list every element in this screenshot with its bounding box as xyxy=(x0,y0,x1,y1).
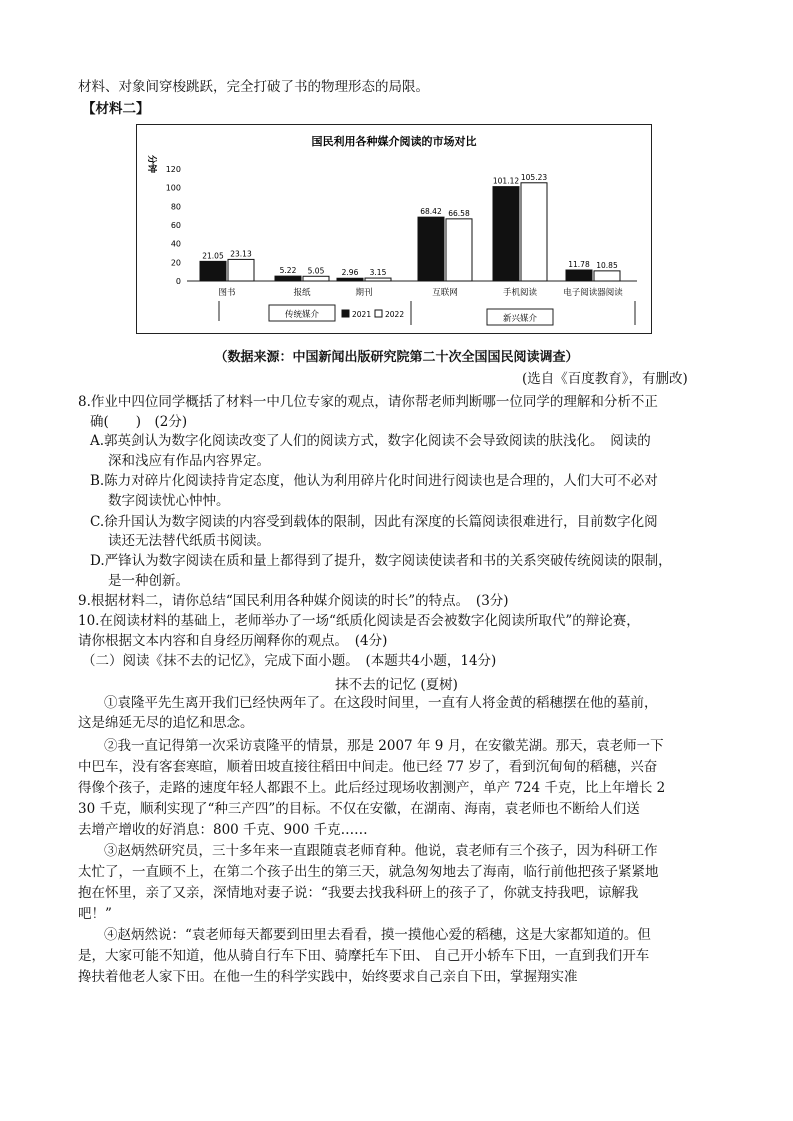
y-tick-label: 100 xyxy=(165,183,181,193)
para4-line-1: ④赵炳然说：“袁老师每天都要到田里去看看，摸一摸他心爱的稻穗，这是大家都知道的。但 xyxy=(104,927,651,943)
material2-label: 【材料二】 xyxy=(82,101,150,117)
bar-2021-1 xyxy=(275,276,301,281)
q8-option-b-2: 数字阅读忧心忡忡。 xyxy=(108,493,230,509)
para3-line-2: 太忙了，一直顾不上，在第二个孩子出生的第三天，就急匆匆地去了海南，临行前他把孩子紧紧地 xyxy=(78,864,659,880)
y-axis-label: 分钟 xyxy=(146,155,156,174)
article-title: 抹不去的记忆 (夏树) xyxy=(335,677,458,693)
q8-option-c-2: 读还无法替代纸质书阅读。 xyxy=(108,533,270,549)
para3-line-4: 吧！” xyxy=(78,906,112,922)
para3-line-1: ③赵炳然研究员，三十多年来一直跟随袁老师育种。他说，袁老师有三个孩子，因为科研工作 xyxy=(104,843,658,859)
q8-stem-2: 确( ) (2分) xyxy=(90,414,188,430)
para2-line-2: 中巴车，没有客套寒暄，顺着田坡直接往稻田中间走。他已经 77 岁了，看到沉甸甸的稻穗，兴奋 xyxy=(78,759,658,775)
bar-2022-3 xyxy=(446,219,472,281)
bar-2021-2 xyxy=(337,278,363,281)
para2-line-5: 去增产增收的好消息：800 千克、900 千克…… xyxy=(78,822,368,838)
q8-stem-1: 8.作业中四位同学概括了材料一中几位专家的观点，请你帮老师判断哪一位同学的理解和分析不正 xyxy=(78,394,658,410)
bar-2021-4 xyxy=(493,187,519,281)
y-tick-label: 40 xyxy=(170,239,181,249)
bar-2022-5 xyxy=(594,271,620,281)
data-label: 10.85 xyxy=(596,260,618,270)
q8-option-d-1: D.严锋认为数字阅读在质和量上都得到了提升，数字阅读使读者和书的关系突破传统阅读的限制， xyxy=(90,553,672,569)
category-label: 互联网 xyxy=(432,288,458,298)
data-label: 101.12 xyxy=(492,176,520,186)
legend-swatch-2021 xyxy=(342,310,349,317)
legend-swatch-2022 xyxy=(375,310,382,317)
data-label: 105.23 xyxy=(520,172,548,182)
bar-2022-1 xyxy=(303,276,329,281)
q10-line-1: 10.在阅读材料的基础上，老师举办了一场“纸质化阅读是否会被数字化阅读所取代”的辩论赛， xyxy=(78,613,640,629)
intro-tail: 材料、对象间穿梭跳跃，完全打破了书的物理形态的局限。 xyxy=(78,79,429,95)
q8-option-d-2: 是一种创新。 xyxy=(108,573,189,589)
data-label: 23.13 xyxy=(230,249,252,259)
bar-2021-5 xyxy=(566,270,592,281)
q8-option-a-1: A.郭英剑认为数字化阅读改变了人们的阅读方式，数字化阅读不会导致阅读的肤浅化。 阅读的 xyxy=(90,433,651,449)
data-label: 2.96 xyxy=(341,268,359,278)
q8-option-b-1: B.陈力对碎片化阅读持肯定态度，他认为利用碎片化时间进行阅读也是合理的，人们大可不必对 xyxy=(90,473,658,489)
category-label: 电子阅读器阅读 xyxy=(563,288,623,298)
legend-label-2022: 2022 xyxy=(385,310,405,319)
data-label: 21.05 xyxy=(202,251,224,261)
bar-2021-0 xyxy=(200,261,226,281)
y-tick-label: 20 xyxy=(170,258,181,268)
data-label: 5.05 xyxy=(307,266,325,276)
para2-line-4: 30 千克，顺利实现了“种三产四”的目标。不仅在安徽，在湖南、海南，袁老师也不断给人们送 xyxy=(78,801,640,817)
category-label: 图书 xyxy=(218,288,236,298)
category-label: 报纸 xyxy=(293,288,311,298)
section2-heading: （二）阅读《抹不去的记忆》，完成下面小题。 (本题共4小题，14分) xyxy=(82,653,497,669)
y-tick-label: 120 xyxy=(165,165,181,174)
data-label: 66.58 xyxy=(448,208,470,218)
y-tick-label: 0 xyxy=(175,277,181,286)
chart-svg xyxy=(137,125,651,333)
category-label: 手机阅读 xyxy=(502,288,538,298)
para1-line-1: ①袁隆平先生离开我们已经快两年了。在这段时间里，一直有人将金黄的稻穗摆在他的墓前， xyxy=(104,695,658,711)
para1-line-2: 这是绵延无尽的追忆和思念。 xyxy=(78,715,254,731)
q8-option-c-1: C.徐升国认为数字阅读的内容受到载体的限制，因此有深度的长篇阅读很难进行，目前数字化阅 xyxy=(90,514,658,530)
source-note: （数据来源：中国新闻出版研究院第二十次全国国民阅读调查） xyxy=(214,350,579,365)
para4-line-2: 是，大家可能不知道，他从骑自行车下田、骑摩托车下田、 自己开小轿车下田，一直到我们开车 xyxy=(78,948,650,964)
group-label-traditional: 传统媒介 xyxy=(284,310,320,320)
data-label: 11.78 xyxy=(568,260,590,270)
q8-option-a-2: 深和浅应有作品内容界定。 xyxy=(108,453,270,469)
para2-line-1: ②我一直记得第一次采访袁隆平的情景，那是 2007 年 9 月，在安徽芜湖。那天，袁老师一下 xyxy=(104,738,664,754)
data-label: 3.15 xyxy=(369,268,387,278)
para2-line-3: 得像个孩子，走路的速度年轻人都跟不上。此后经过现场收割测产，单产 724 千克，比上年增长 2 xyxy=(78,780,666,796)
para3-line-3: 抱在怀里，亲了又亲，深情地对妻子说：“我要去找我科研上的孩子了，你就支持我吧，谅解我 xyxy=(78,885,639,901)
group-label-new: 新兴媒介 xyxy=(502,314,538,324)
legend-label-2021: 2021 xyxy=(352,310,372,319)
q9: 9.根据材料二，请你总结“国民利用各种媒介阅读的时长”的特点。 (3分) xyxy=(78,593,509,609)
q10-line-2: 请你根据文本内容和自身经历阐释你的观点。 (4分) xyxy=(78,633,388,649)
chart-title: 国民利用各种媒介阅读的市场对比 xyxy=(311,135,477,148)
y-tick-label: 80 xyxy=(170,202,181,212)
bar-2022-0 xyxy=(228,259,254,281)
para4-line-3: 搀扶着他老人家下田。在他一生的科学实践中，始终要求自己亲自下田，掌握翔实准 xyxy=(78,969,578,985)
citation: (选自《百度教育》，有删改) xyxy=(522,371,688,387)
data-label: 68.42 xyxy=(420,207,442,217)
category-label: 期刊 xyxy=(355,288,373,298)
bar-2021-3 xyxy=(418,217,444,281)
data-label: 5.22 xyxy=(279,266,297,276)
y-tick-label: 60 xyxy=(170,221,181,230)
bar-2022-4 xyxy=(521,183,547,281)
bar-2022-2 xyxy=(365,278,391,281)
media-reading-chart xyxy=(136,124,652,334)
